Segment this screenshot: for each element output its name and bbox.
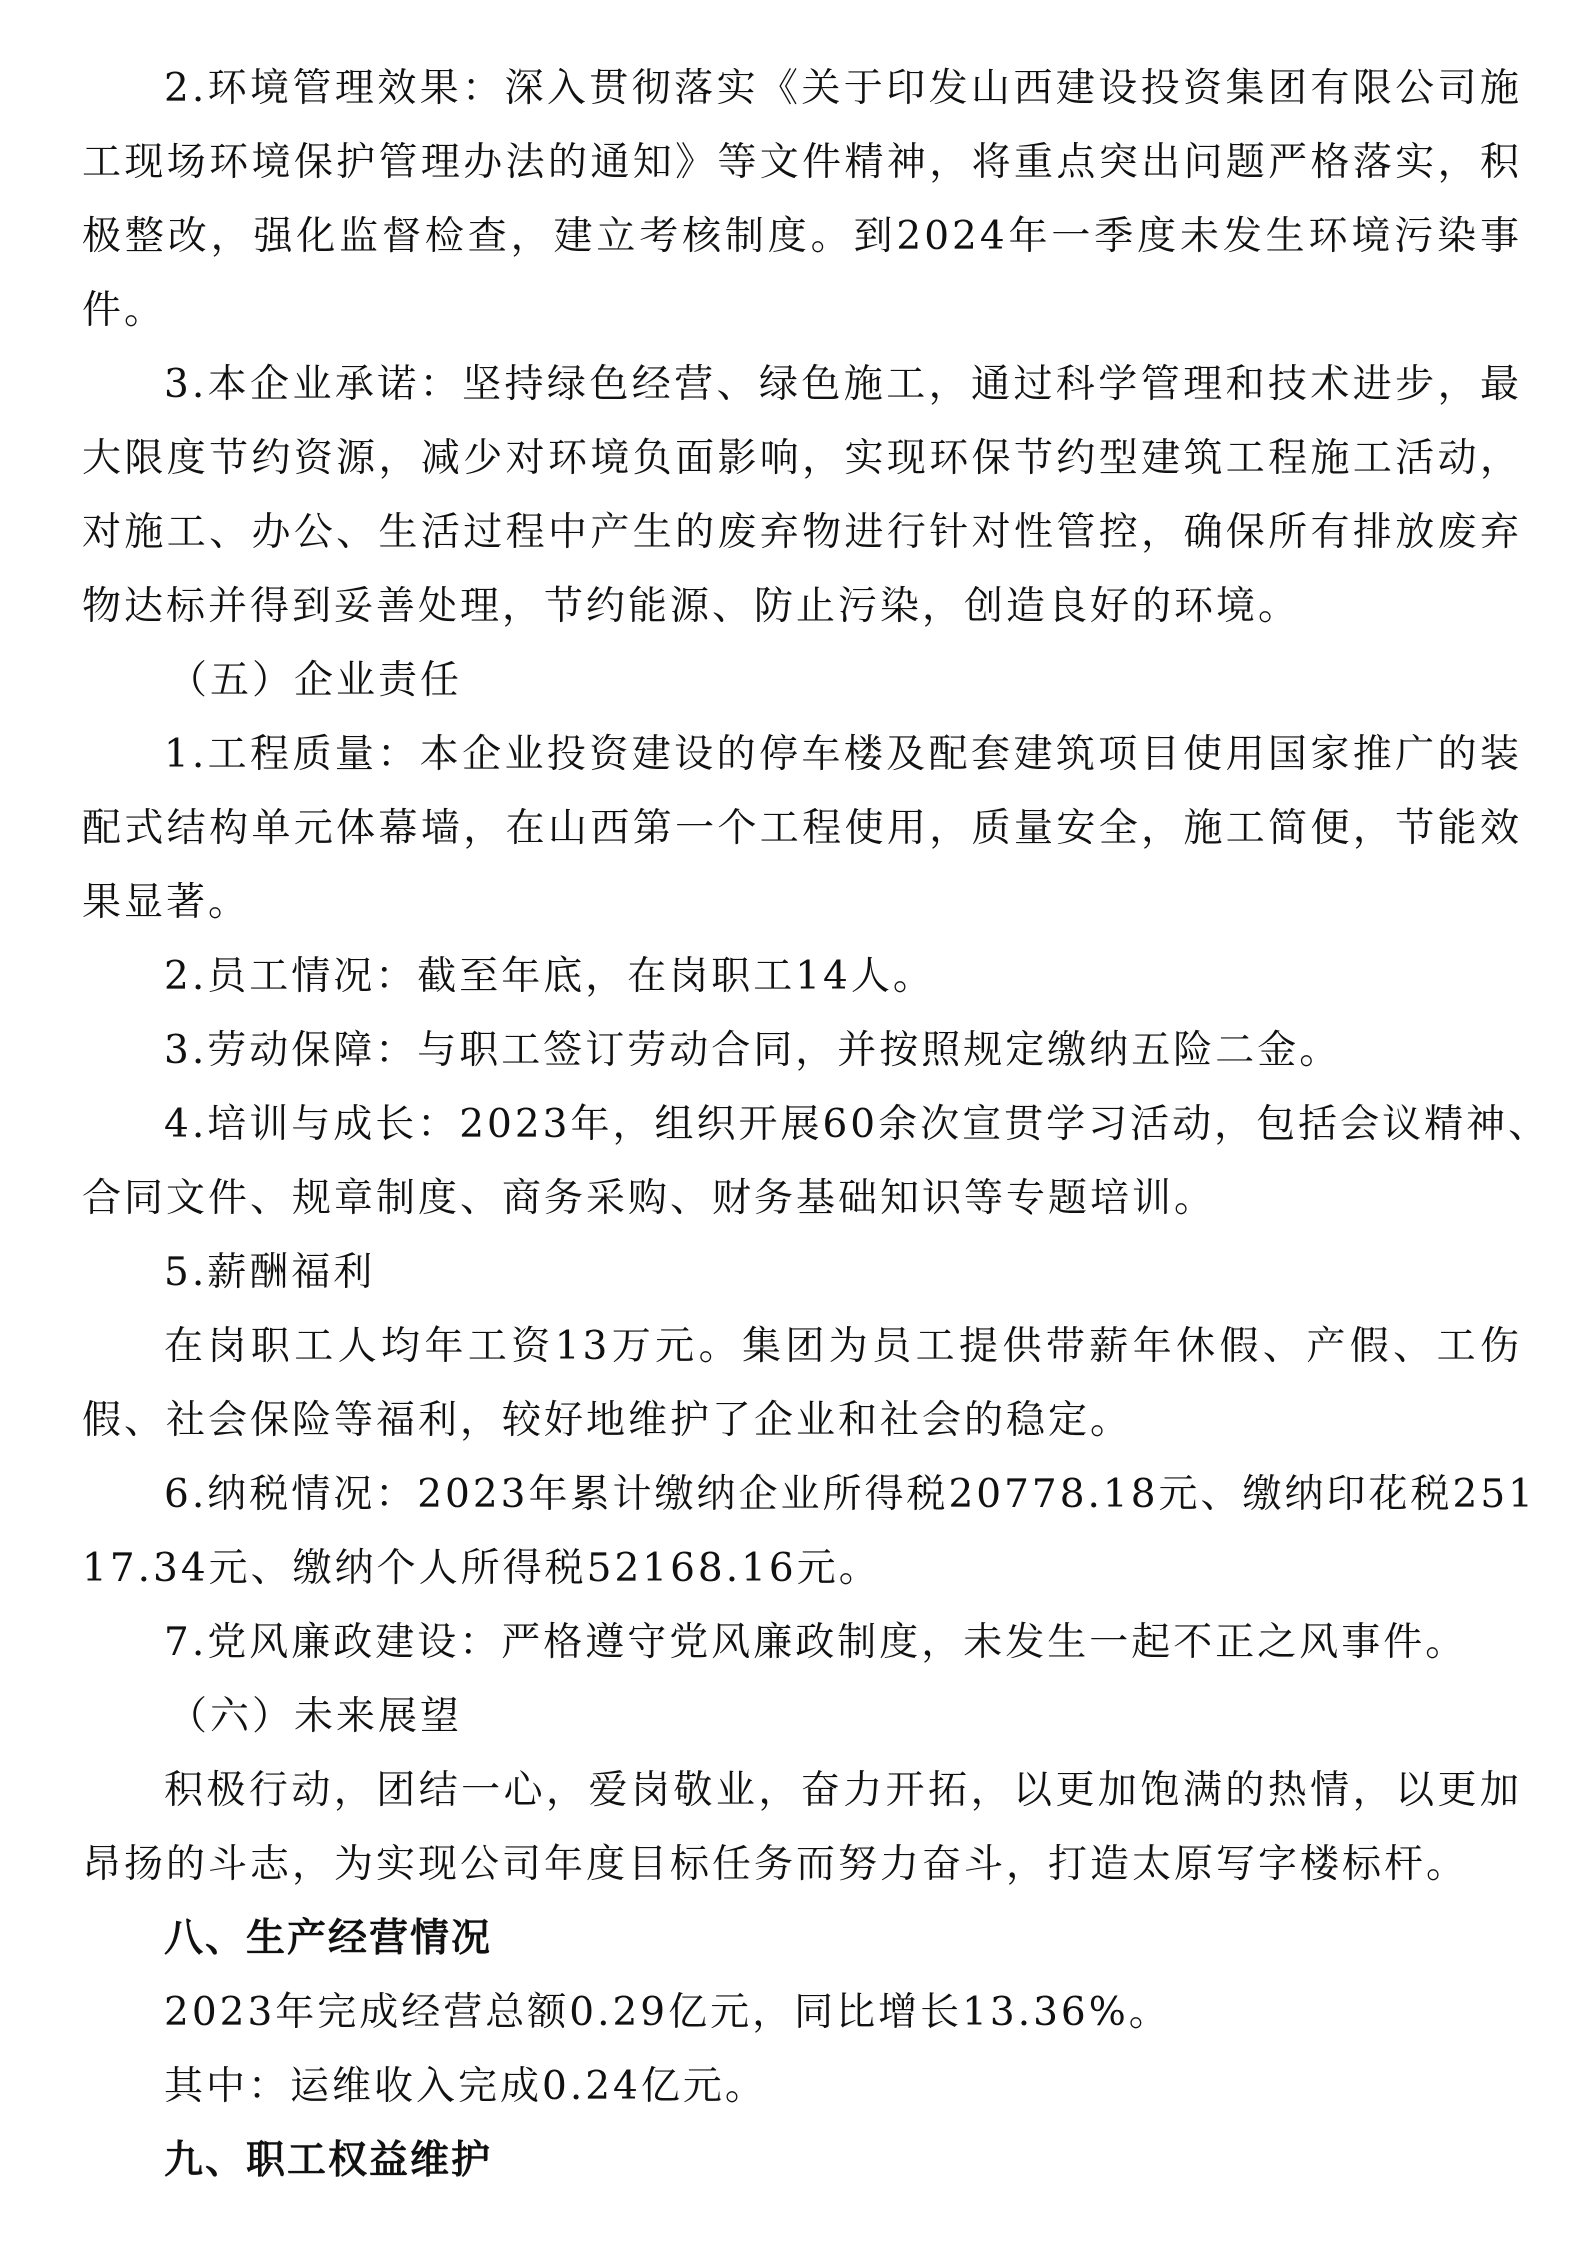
subsection-heading: （六）未来展望 — [168, 1694, 463, 1739]
paragraph-line: 4.培训与成长：2023年，组织开展60余次宣贯学习活动，包括会议精神、 — [164, 1102, 1551, 1147]
subsection-heading: （五）企业责任 — [168, 658, 463, 703]
paragraph-line: 物达标并得到妥善处理，节约能源、防止污染，创造良好的环境。 — [82, 584, 1301, 629]
paragraph-line: 对施工、办公、生活过程中产生的废弃物进行针对性管控，确保所有排放废弃 — [82, 510, 1522, 555]
paragraph-line: 5.薪酬福利 — [164, 1250, 376, 1295]
paragraph-line: 在岗职工人均年工资13万元。集团为员工提供带薪年休假、产假、工伤 — [164, 1324, 1522, 1369]
paragraph-line: 其中：运维收入完成0.24亿元。 — [164, 2064, 767, 2109]
paragraph-line: 7.党风廉政建设：严格遵守党风廉政制度，未发生一起不正之风事件。 — [164, 1620, 1468, 1665]
paragraph-line: 件。 — [82, 288, 167, 333]
paragraph-line: 昂扬的斗志，为实现公司年度目标任务而努力奋斗，打造太原写字楼标杆。 — [82, 1842, 1469, 1887]
paragraph-line: 6.纳税情况：2023年累计缴纳企业所得税20778.18元、缴纳印花税251 — [164, 1472, 1536, 1517]
document-page — [82, 52, 1551, 2198]
paragraph-line: 2.员工情况：截至年底，在岗职工14人。 — [164, 954, 935, 999]
paragraph-line: 假、社会保险等福利，较好地维护了企业和社会的稳定。 — [82, 1398, 1133, 1443]
paragraph-line: 积极行动，团结一心，爱岗敬业，奋力开拓，以更加饱满的热情，以更加 — [164, 1768, 1522, 1813]
paragraph-line: 果显著。 — [82, 880, 251, 925]
paragraph-line: 配式结构单元体幕墙，在山西第一个工程使用，质量安全，施工简便，节能效 — [82, 806, 1522, 851]
paragraph-line: 合同文件、规章制度、商务采购、财务基础知识等专题培训。 — [82, 1176, 1217, 1221]
paragraph-line: 极整改，强化监督检查，建立考核制度。到2024年一季度未发生环境污染事 — [82, 214, 1522, 259]
paragraph-line: 大限度节约资源，减少对环境负面影响，实现环保节约型建筑工程施工活动， — [82, 436, 1522, 481]
paragraph-line: 2.环境管理效果：深入贯彻落实《关于印发山西建设投资集团有限公司施 — [164, 66, 1522, 111]
paragraph-line: 1.工程质量：本企业投资建设的停车楼及配套建筑项目使用国家推广的装 — [164, 732, 1522, 777]
paragraph-line: 2023年完成经营总额0.29亿元，同比增长13.36%。 — [164, 1990, 1171, 2035]
paragraph-line: 17.34元、缴纳个人所得税52168.16元。 — [82, 1546, 881, 1591]
paragraph-line: 工现场环境保护管理办法的通知》等文件精神，将重点突出问题严格落实，积 — [82, 140, 1522, 185]
paragraph-line: 3.本企业承诺：坚持绿色经营、绿色施工，通过科学管理和技术进步，最 — [164, 362, 1522, 407]
paragraph-line: 3.劳动保障：与职工签订劳动合同，并按照规定缴纳五险二金。 — [164, 1028, 1342, 1073]
section-heading: 八、生产经营情况 — [164, 1916, 493, 1961]
section-heading: 九、职工权益维护 — [164, 2138, 493, 2183]
